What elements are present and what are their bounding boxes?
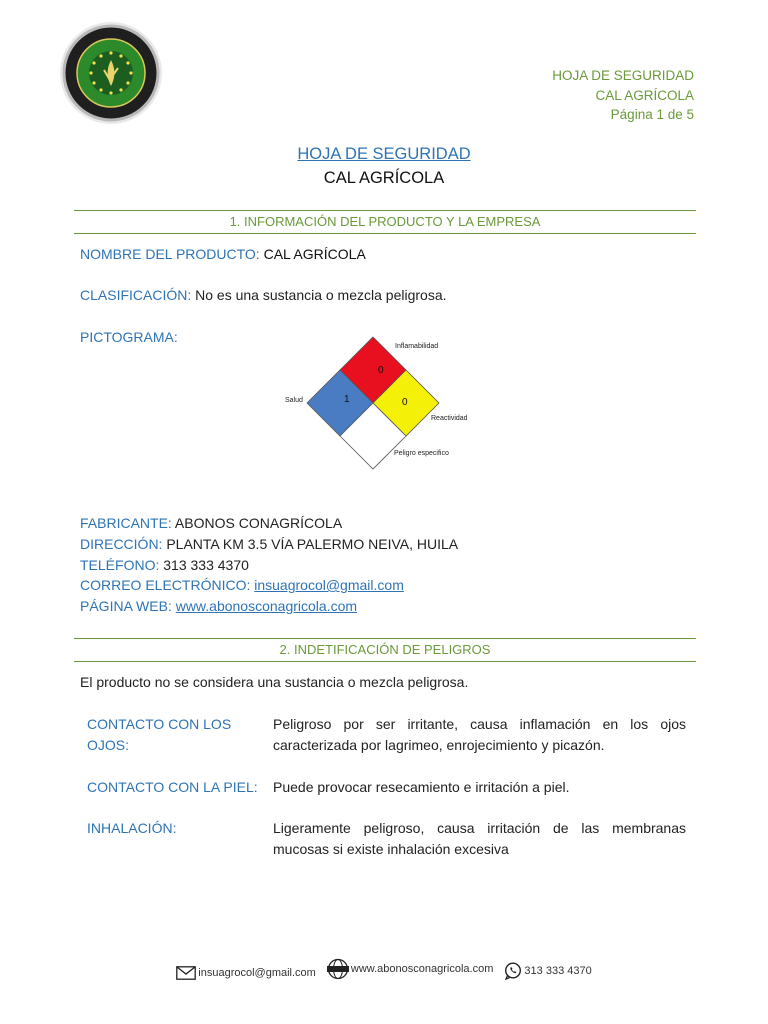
hazard-text-inhalation: Ligeramente peligroso, causa irritación de las membranas mucosas si existe inhalación excesiva: [273, 820, 686, 857]
phone-value: 313 333 4370: [163, 557, 249, 573]
flammability-label: Inflamabilidad: [395, 343, 439, 350]
header-page-number: Página 1 de 5: [610, 107, 694, 122]
hazard-label-skin: CONTACTO CON LA PIEL:: [87, 779, 258, 795]
header-doc-type: HOJA DE SEGURIDAD: [552, 68, 694, 83]
footer-email-text[interactable]: insuagrocol@gmail.com: [198, 967, 316, 979]
reactivity-label: Reactividad: [431, 415, 468, 422]
website-link[interactable]: www.abonosconagricola.com: [175, 598, 358, 614]
website-row: [80, 598, 357, 614]
manufacturer-label: FABRICANTE:: [80, 515, 172, 531]
health-label: Salud: [285, 397, 303, 404]
phone-row: [80, 557, 249, 573]
footer-web: [327, 958, 493, 980]
product-name-label: NOMBRE DEL PRODUCTO:: [80, 246, 260, 262]
hazard-intro: El producto no se considera una sustancia o mezcla peligrosa.: [80, 674, 469, 690]
hazard-label-eyes: CONTACTO CON LOS OJOS:: [87, 716, 232, 753]
classification-label: CLASIFICACIÓN:: [80, 287, 192, 303]
product-name-value: CAL AGRÍCOLA: [263, 246, 366, 262]
email-link[interactable]: insuagrocol@gmail.com: [254, 577, 404, 593]
header-product: CAL AGRÍCOLA: [595, 87, 694, 103]
page-footer: [0, 958, 768, 983]
section-1-header: 1. INFORMACIÓN DEL PRODUCTO Y LA EMPRESA: [74, 210, 696, 234]
health-value: 1: [344, 394, 350, 405]
pictogram-label: PICTOGRAMA:: [80, 329, 178, 345]
pictogram-row: [80, 329, 178, 345]
address-row: [80, 536, 458, 552]
footer-web-text[interactable]: www.abonosconagricola.com: [350, 963, 494, 975]
special-hazard-label: Peligro especifico: [394, 450, 449, 457]
footer-phone: [504, 962, 591, 980]
footer-phone-text[interactable]: 313 333 4370: [524, 965, 592, 977]
flammability-value: 0: [378, 365, 384, 376]
globe-icon: [327, 958, 349, 980]
document-title: HOJA DE SEGURIDAD: [297, 145, 471, 163]
hazard-text-eyes: Peligroso por ser irritante, causa inflamación en los ojos caracterizada por lagrimeo, enrojecimiento y picazón.: [273, 716, 686, 753]
company-logo: [58, 20, 164, 126]
email-row: [80, 577, 404, 593]
reactivity-value: 0: [402, 397, 408, 408]
page-header: [552, 66, 694, 125]
manufacturer-value: ABONOS CONAGRÍCOLA: [174, 515, 343, 531]
classification-row: [80, 287, 447, 303]
footer-email: [176, 966, 316, 980]
document-subtitle: CAL AGRÍCOLA: [323, 169, 445, 187]
whatsapp-icon: [504, 962, 522, 980]
hazard-text-skin: Puede provocar resecamiento e irritación a piel.: [273, 779, 570, 795]
hazard-label-inhalation: INHALACIÓN:: [87, 820, 177, 836]
product-name-row: [80, 246, 366, 262]
classification-value: No es una sustancia o mezcla peligrosa.: [195, 287, 447, 303]
address-label: DIRECCIÓN:: [80, 536, 163, 552]
phone-label: TELÉFONO:: [80, 557, 160, 573]
nfpa-diamond: [280, 332, 480, 472]
envelope-icon: [176, 966, 196, 980]
address-value: PLANTA KM 3.5 VÍA PALERMO NEIVA, HUILA: [166, 536, 459, 552]
manufacturer-row: [80, 515, 342, 531]
email-label: CORREO ELECTRÓNICO:: [80, 577, 251, 593]
section-2-header: 2. INDETIFICACIÓN DE PELIGROS: [74, 638, 696, 662]
website-label: PÁGINA WEB:: [80, 598, 172, 614]
